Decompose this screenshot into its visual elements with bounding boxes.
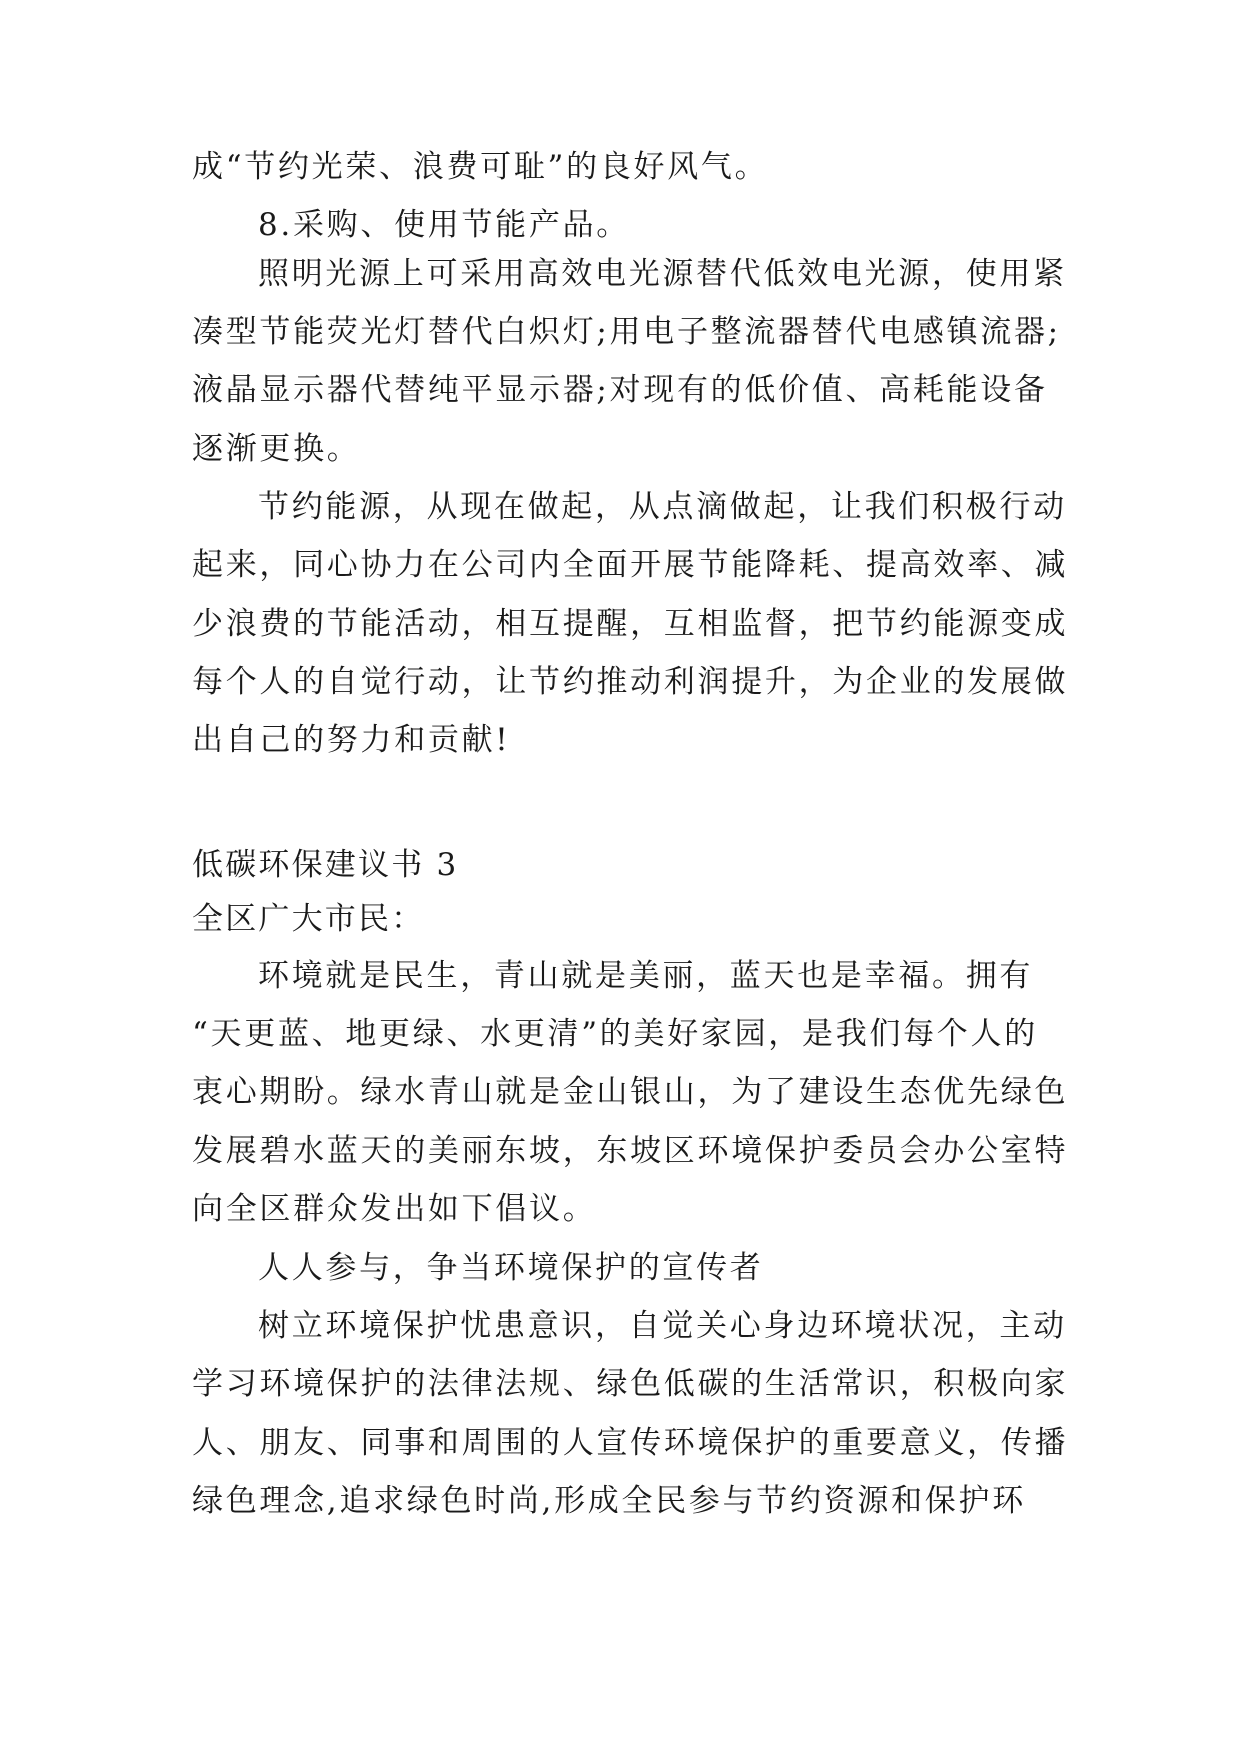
paragraph-line: 向全区群众发出如下倡议。 [192,1191,597,1227]
paragraph-line: 学习环境保护的法律法规、绿色低碳的生活常识，积极向家 [192,1366,1069,1402]
paragraph-line: 少浪费的节能活动，相互提醒，互相监督，把节约能源变成 [192,606,1069,642]
paragraph-line: 节约能源，从现在做起，从点滴做起，让我们积极行动 [258,489,1067,525]
paragraph-line: “天更蓝、地更绿、水更清”的美好家园，是我们每个人的 [192,1016,1038,1052]
paragraph-line: 出自己的努力和贡献! [192,722,511,758]
paragraph-line: 环境就是民生，青山就是美丽，蓝天也是幸福。拥有 [258,958,1034,994]
paragraph-line: 成“节约光荣、浪费可耻”的良好风气。 [192,149,769,185]
paragraph-line: 起来，同心协力在公司内全面开展节能降耗、提高效率、减 [192,547,1069,583]
paragraph-line: 液晶显示器代替纯平显示器;对现有的低价值、高耗能设备 [192,372,1048,408]
paragraph-line: 发展碧水蓝天的美丽东坡，东坡区环境保护委员会办公室特 [192,1133,1069,1169]
paragraph-line: 树立环境保护忧患意识，自觉关心身边环境状况，主动 [258,1308,1067,1344]
salutation: 全区广大市民： [192,901,425,937]
section-title: 低碳环保建议书 3 [192,847,459,883]
subheading: 人人参与，争当环境保护的宣传者 [258,1250,764,1286]
list-item-heading: 8.采购、使用节能产品。 [258,207,630,243]
paragraph-line: 人、朋友、同事和周围的人宣传环境保护的重要意义，传播 [192,1425,1069,1461]
paragraph-line: 逐渐更换。 [192,431,361,467]
paragraph-line: 凑型节能荧光灯替代白炽灯;用电子整流器替代电感镇流器; [192,314,1061,350]
paragraph-line: 绿色理念,追求绿色时尚,形成全民参与节约资源和保护环 [192,1483,1026,1519]
paragraph-line: 照明光源上可采用高效电光源替代低效电光源，使用紧 [258,256,1067,292]
paragraph-line: 衷心期盼。绿水青山就是金山银山，为了建设生态优先绿色 [192,1074,1069,1110]
paragraph-line: 每个人的自觉行动，让节约推动利润提升，为企业的发展做 [192,664,1069,700]
